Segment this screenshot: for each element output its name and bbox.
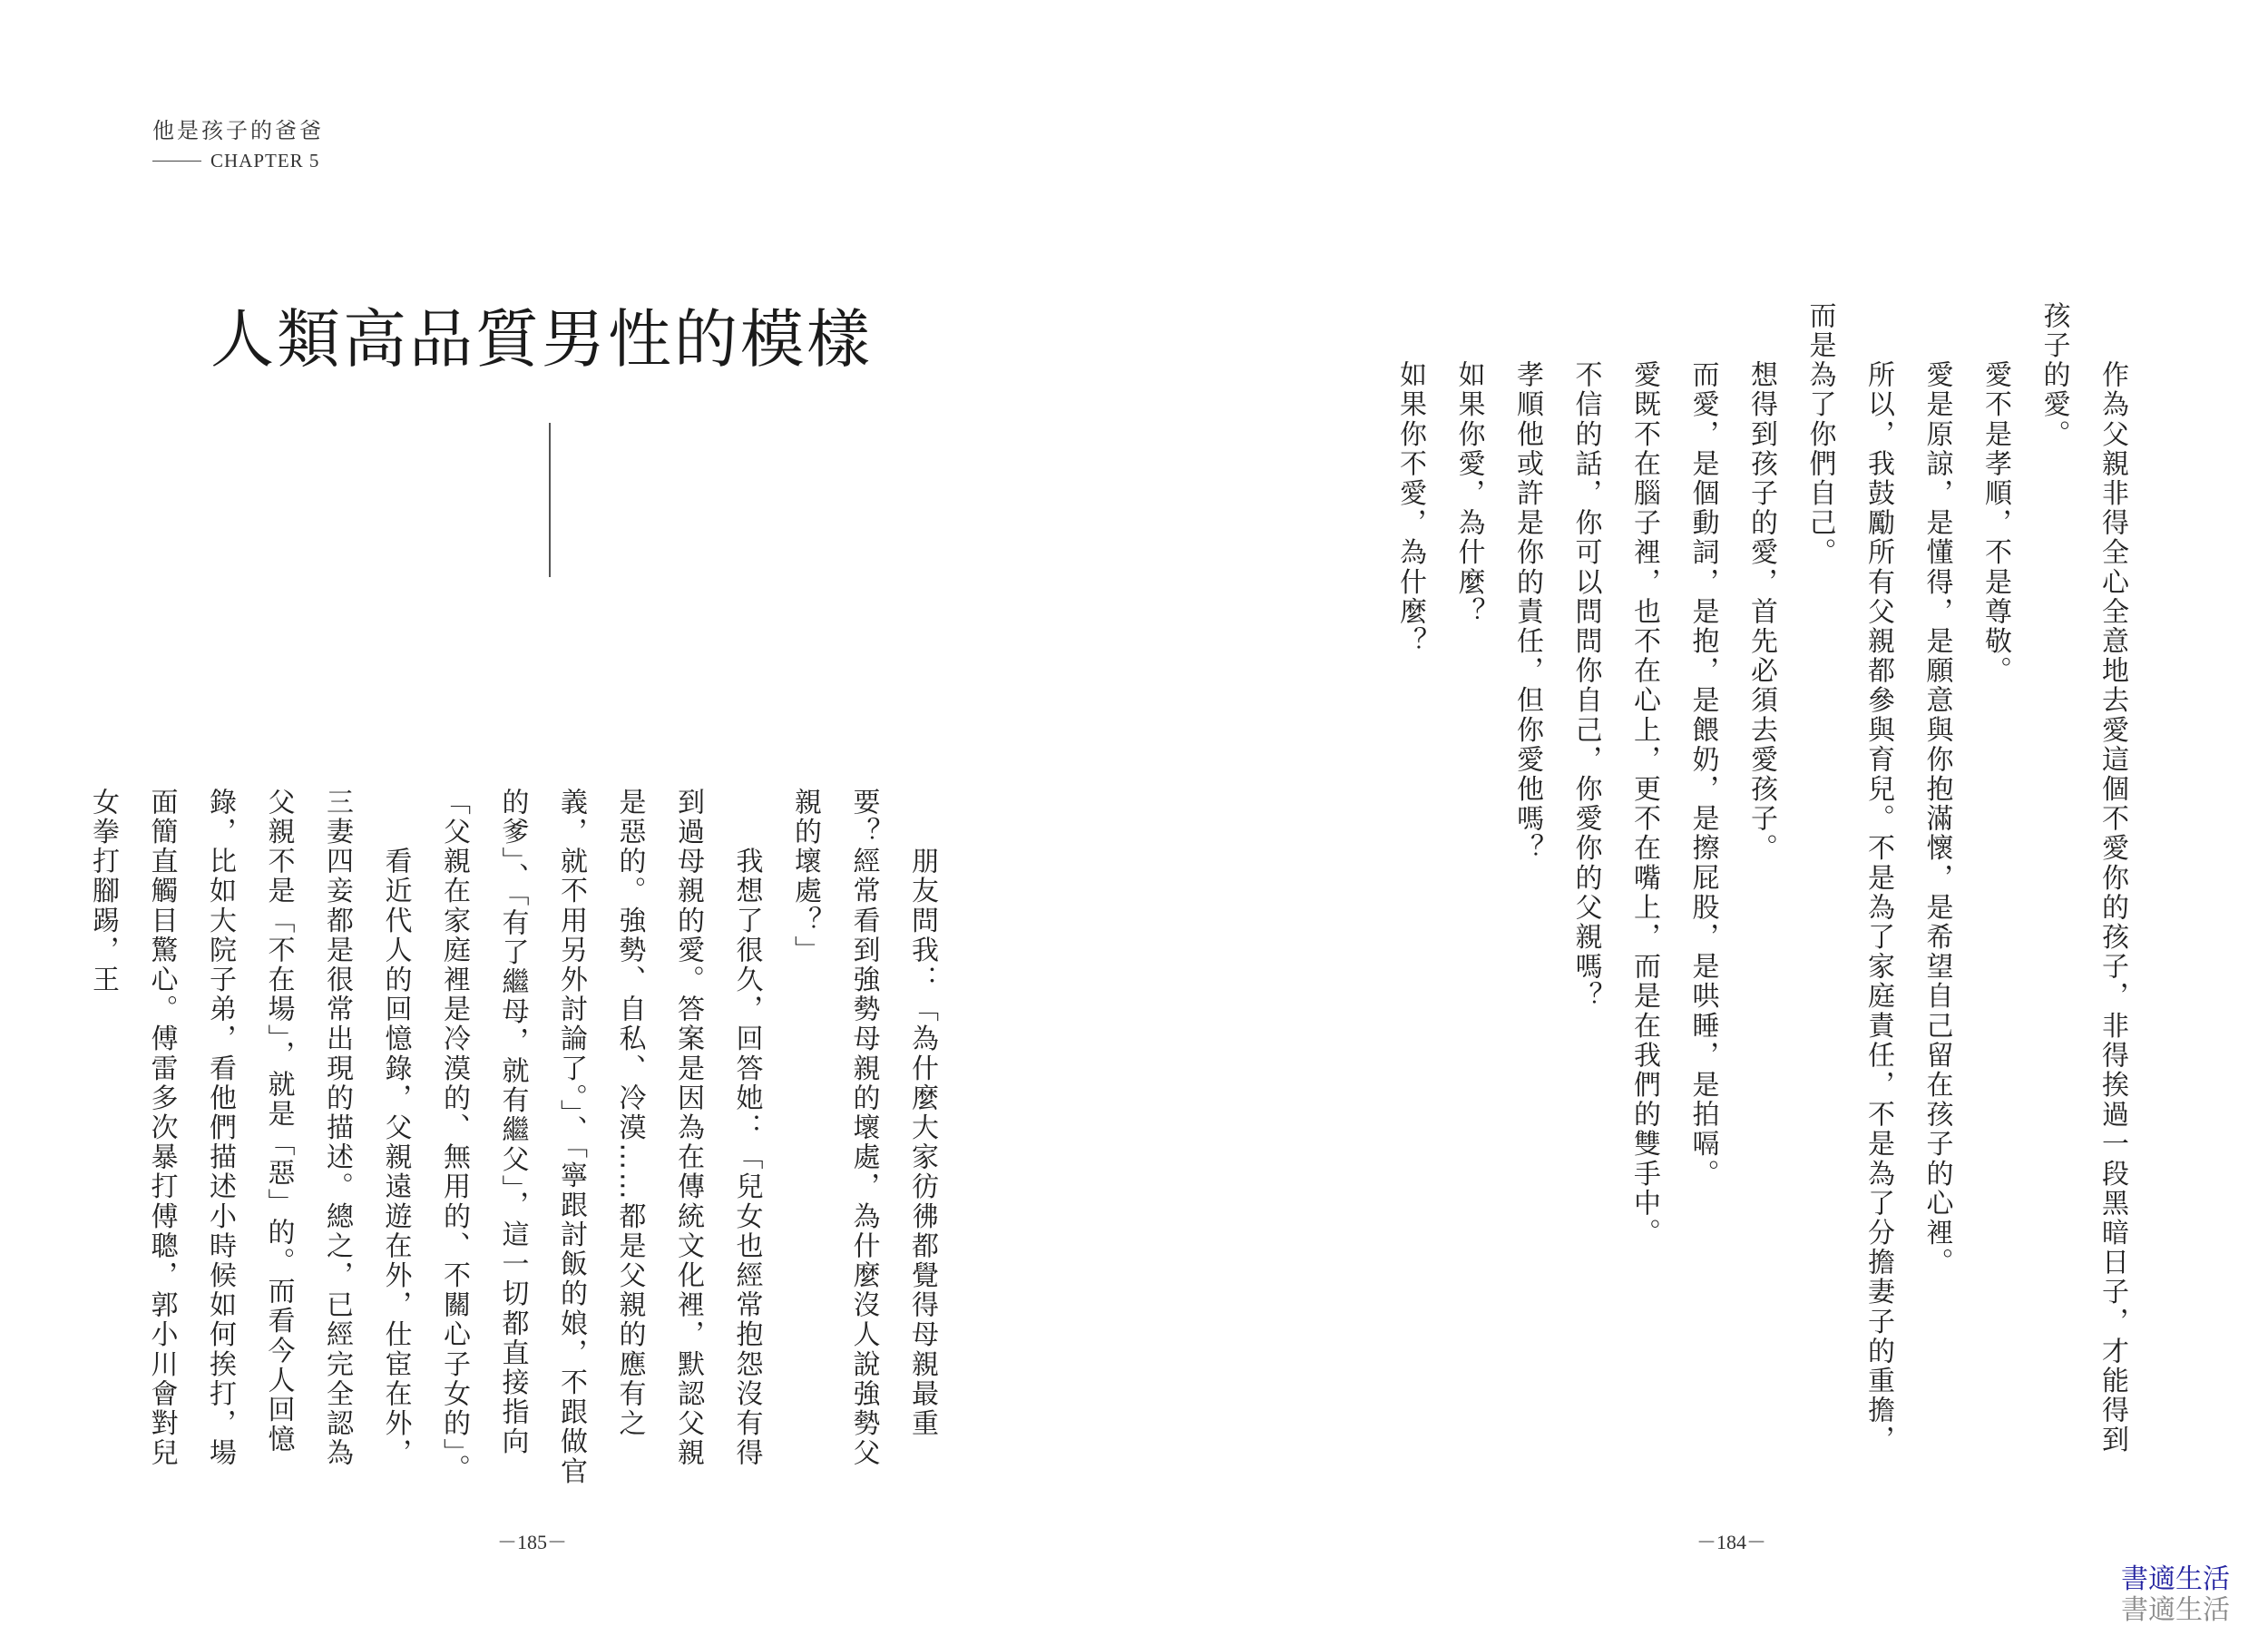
running-header-title: 他是孩子的爸爸 [152, 118, 324, 143]
left-body-text [87, 788, 951, 1495]
paragraph: 愛不是孝順，不是尊敬。 [1980, 301, 2011, 686]
right-body-text [1370, 301, 2141, 1481]
paragraph: 朋友問我：「為什麼大家彷彿都覺得母親最重要？經常看到強勢母親的壞處，為什麼沒人說強勢父親的壞處？」 [789, 788, 938, 1468]
paragraph: 想得到孩子的愛，首先必須去愛孩子。 [1745, 301, 1777, 864]
publisher-watermark [2121, 1564, 2230, 1626]
watermark-line-secondary: 書適生活 [2121, 1594, 2230, 1626]
paragraph: 如果你愛，為什麼？ [1452, 301, 1485, 627]
right-page [1134, 0, 2268, 1636]
paragraph: 我想了很久，回答她：「兒女也經常抱怨沒有得到過母親的愛。答案是因為在傳統文化裡，默認父親是惡的。強勢、自私、冷漠……都是父親的應有之義，就不用另外討論了。」、「寧跟討飯的娘，不跟做官的爹」、「有了繼母，就有繼父」，這一切都直接指向「父親在家庭裡是冷漠的、無用的、不關心子女的」。 [438, 788, 763, 1486]
heading-divider [549, 423, 551, 577]
running-header-chapter [152, 150, 319, 172]
page-number-left: －185－ [497, 1531, 568, 1553]
paragraph: 不信的話，你可以問問你自己，你愛你的父親嗎？ [1569, 301, 1602, 1012]
paragraph: 看近代人的回憶錄，父親遠遊在外，仕宦在外，三妻四妾都是很常出現的描述。總之，已經完全認為父親不是「不在場」，就是「惡」的。而看今人回憶錄，比如大院子弟，看他們描述小時候如何挨打，場面簡直觸目驚心。傅雷多次暴打傅聰，郭小川會對兒女拳打腳踢，王 [87, 788, 412, 1468]
paragraph: 如果你不愛，為什麼？ [1394, 301, 1426, 657]
chapter-rule [152, 161, 201, 162]
chapter-label: CHAPTER 5 [210, 150, 320, 171]
paragraph: 愛既不在腦子裡，也不在心上，更不在嘴上，而是在我們的雙手中。 [1628, 301, 1660, 1249]
watermark-line-primary: 書適生活 [2121, 1563, 2230, 1595]
paragraph: 作為父親非得全心全意地去愛這個不愛你的孩子，非得挨過一段黑暗日子，才能得到孩子的愛。 [2038, 301, 2128, 1455]
paragraph: 所以，我鼓勵所有父親都參與育兒。不是為了家庭責任，不是為了分擔妻子的重擔，而是為了你們自己。 [1804, 301, 1894, 1455]
paragraph: 孝順他或許是你的責任，但你愛他嗎？ [1511, 301, 1543, 864]
paragraph: 愛是原諒，是懂得，是願意與你抱滿懷，是希望自己留在孩子的心裡。 [1921, 301, 1953, 1278]
paragraph: 而愛，是個動詞，是抱，是餵奶，是擦屁股，是哄睡，是拍嗝。 [1686, 301, 1719, 1189]
section-heading: 人類高品質男性的模樣 [210, 302, 873, 377]
page-number-right: －184－ [1696, 1531, 1767, 1553]
